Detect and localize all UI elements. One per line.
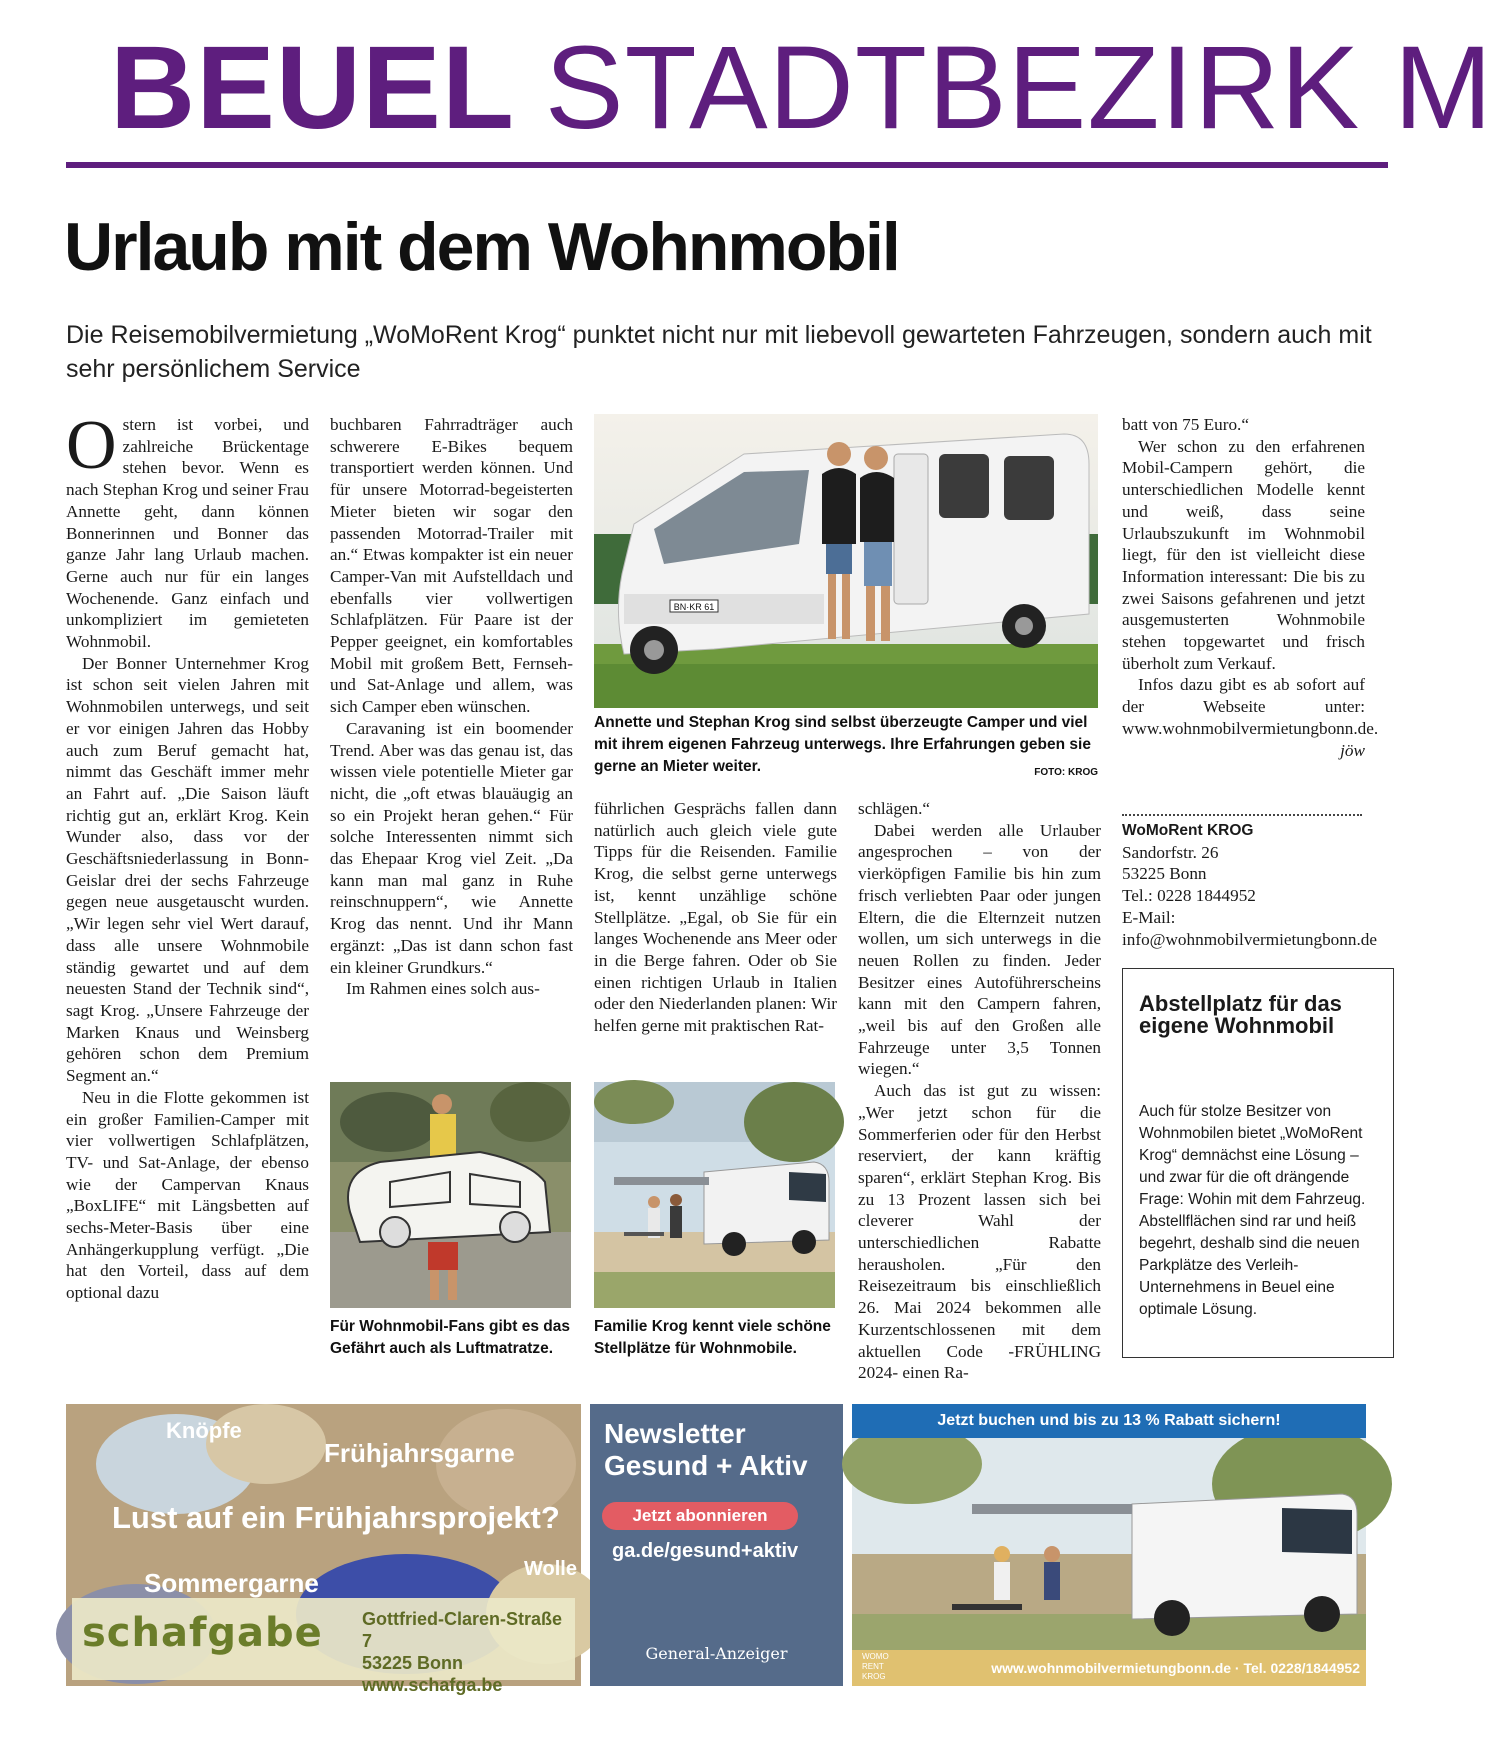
info-box-body: Auch für stolze Besitzer von Wohnmobilen bietet „WoMoRent Krog“ demnächst eine Lösung – und zwar für die oft drängende Frage: Wohin mit dem Fahrzeug. Abstellflächen sind rar und heiß begehrt, deshalb sind die neuen Parkplätze des Verleih-Unternehmens in Beuel eine optimale Lösung. bbox=[1139, 1103, 1366, 1318]
ad-label-fruehjahrsgarne: Frühjahrsgarne bbox=[324, 1438, 515, 1468]
paragraph: Infos dazu gibt es ab sofort auf der Webseite unter: www.wohnmobilvermietungbonn.de. bbox=[1122, 675, 1379, 738]
ad-headline: Lust auf ein Frühjahrsprojekt? bbox=[112, 1500, 560, 1535]
article-column-1 bbox=[66, 407, 309, 1304]
ad-contact-line[interactable]: www.wohnmobilvermietungbonn.de · Tel. 0228/1844952 bbox=[991, 1660, 1360, 1676]
ad-footer-bar bbox=[852, 1650, 1366, 1686]
ad-web[interactable]: www.schafga.be bbox=[362, 1675, 503, 1695]
ad-schafgabe[interactable] bbox=[66, 1404, 581, 1695]
ad-label-knoepfe: Knöpfe bbox=[166, 1418, 242, 1443]
article-column-4 bbox=[858, 798, 1101, 1384]
main-photo-camper-couple bbox=[594, 414, 1098, 708]
ad-footer-panel bbox=[72, 1598, 575, 1695]
article-column-3 bbox=[594, 798, 837, 1037]
stellplatz-image bbox=[594, 1082, 835, 1308]
ad-camper-image bbox=[852, 1404, 1366, 1686]
photo-camper-air-mattress bbox=[330, 1082, 571, 1308]
newsletter-title: Newsletter Gesund + Aktiv bbox=[604, 1418, 808, 1481]
paragraph: schlägen.“ bbox=[858, 799, 931, 818]
photo-credit: FOTO: KROG bbox=[1034, 767, 1098, 778]
paragraph: Wer schon zu den erfahrenen Mobil-Campern gehört, die unterschiedlichen Modelle kennt und weiß, dass seine Urlaubszukunft im Wohnmobil liegt, für den ist vielleicht diese Information interessant: Die bis zu zwei Saisons gefahrenen und jetzt ausgemusterten Wohnmobile stehen topgewartet und frisch überholt zum Verkauf. bbox=[1122, 436, 1365, 673]
subscribe-button[interactable]: Jetzt abonnieren bbox=[602, 1502, 798, 1530]
masthead-rule bbox=[66, 162, 1388, 168]
newsletter-url[interactable]: ga.de/gesund+aktiv bbox=[612, 1540, 799, 1562]
contact-block bbox=[1122, 820, 1377, 950]
paragraph: Im Rahmen eines solch aus- bbox=[346, 979, 540, 999]
info-box-title: Abstellplatz für das eigene Wohnmobil bbox=[1139, 991, 1342, 1038]
ad-address bbox=[362, 1608, 575, 1696]
article-column-5 bbox=[1122, 414, 1379, 761]
ad-street: Gottfried-Claren-Straße 7 bbox=[362, 1609, 563, 1651]
contact-city: 53225 Bonn bbox=[1122, 864, 1207, 884]
info-box bbox=[1122, 968, 1394, 1358]
paragraph: batt von 75 Euro.“ bbox=[1122, 415, 1249, 434]
photo-family-stellplatz bbox=[594, 1082, 835, 1308]
ad-label-sommergarne: Sommergarne bbox=[144, 1568, 319, 1598]
photo-caption-stellplatz: Familie Krog kennt viele schöne Stellplätze für Wohnmobile. bbox=[594, 1318, 831, 1357]
air-mattress-image bbox=[330, 1082, 571, 1308]
schafgabe-logo: schafgabe bbox=[82, 1610, 323, 1656]
ad-city: 53225 Bonn bbox=[362, 1653, 464, 1673]
author-initials: jöw bbox=[1340, 740, 1365, 760]
paragraph: Dabei werden alle Urlauber angesprochen – von der vierköpfigen Familie bis hin zum frisch verliebten Paar oder jungen Eltern, die die Elternzeit nutzen wollen, um sich unterwegs in die neuen Rollen zu finden. Jeder Besitzer eines Autoführerscheins kann mit den Campern fahren, „weil bis auf den Großen alle Fahrzeuge unter 3,5 Tonnen wiegen.“ bbox=[858, 820, 1101, 1079]
ad-label-wolle: Wolle bbox=[524, 1558, 577, 1580]
main-photo-caption: Annette und Stephan Krog sind selbst überzeugte Camper und viel mit ihrem eigenen Fahrzeug unterwegs. Ihre Erfahrungen geben sie gerne an Mieter weiter. FOTO: KROG bbox=[594, 712, 1098, 784]
contact-name: WoMoRent KROG bbox=[1122, 822, 1254, 839]
paragraph: Neu in die Flotte gekommen ist ein großer Familien-Camper mit vier vollwertigen Schlafplätzen, TV- und Sat-Anlage, der ebenso wie der Campervan Knaus „BoxLIFE“ mit Längsbetten auf sechs-Meter-Basis über eine Anhängerkupplung verfügt. „Die hat den Vorteil, dass auf dem optional dazu bbox=[66, 1087, 309, 1303]
womorent-logo: WOMO RENT KROG bbox=[862, 1652, 889, 1681]
contact-email: E-Mail: info@wohnmobilvermietungbonn.de bbox=[1122, 907, 1377, 949]
masthead-beuel: BEUEL bbox=[110, 22, 515, 154]
publisher-logo: General-Anzeiger bbox=[645, 1644, 788, 1663]
paragraph: Auch das ist gut zu wissen: „Wer jetzt schon für die Sommerferien oder für den Herbst reserviert, der kann kräftig sparen“, erklärt Stephan Krog. Bis zu 13 Prozent lassen sich bei cleverer Wahl der unterschiedlichen Rabatte herausholen. „Für den Reisezeitraum bis einschließlich 26. Mai 2024 bekommen alle Kurzentschlossenen mit dem aktuellen Code -FRÜHLING 2024- einen Ra- bbox=[858, 1081, 1101, 1383]
article-headline: Urlaub mit dem Wohnmobil bbox=[64, 209, 899, 285]
ad-banner: Jetzt buchen und bis zu 13 % Rabatt sichern! bbox=[852, 1404, 1366, 1438]
paragraph: Caravaning ist ein boomender Trend. Aber was das genau ist, das wissen viele potentielle Mieter gar nicht, die „oft etwas blauäugig an so ein Projekt heran gehen.“ Für solche Interessenten nimmt sich das Ehepaar Krog viel Zeit. „Da kann man mal ganz in Ruhe reinschnuppern“, wie Annette Krog das nennt. Und ihr Mann ergänzt: „Das ist dann schon fast ein kleiner Grundkurs.“ bbox=[330, 718, 573, 977]
article-column-2 bbox=[330, 414, 573, 1000]
drop-cap: O bbox=[66, 407, 117, 484]
paragraph: buchbaren Fahrradträger auch schwerere E-Bikes bequem transportiert werden können. Und für unsere Motorrad-begeisterten Mieter bieten wir sogar den passenden Motorrad-Trailer mit an.“ Etwas kompakter ist ein neuer Camper-Van mit Aufstelldach und ebenfalls vier vollwertigen Schlafplätzen. Für Paare ist der Pepper geeignet, ein komfortables Mobil mit großem Bett, Fernseh- und Sat-Anlage und allem, was sich Camper eben wünschen. bbox=[330, 415, 573, 717]
license-plate: BN·KR 61 bbox=[673, 602, 715, 612]
paragraph: führlichen Gesprächs fallen dann natürlich auch gleich viele gute Tipps für die Reisenden. Familie Krog, die selbst gerne unterwegs ist, kennt unzählige schöne Stellplätze. „Egal, ob Sie für ein langes Wochenende ans Meer oder in die Berge fahren. Oder ob Sie einen richtigen Urlaub in Italien oder den Niederlanden planen: Wir helfen gerne mit praktischen Rat- bbox=[594, 799, 837, 1036]
photo-caption-air-mattress: Für Wohnmobil-Fans gibt es das Gefährt auch als Luftmatratze. bbox=[330, 1318, 570, 1357]
contact-street: Sandorfstr. 26 bbox=[1122, 842, 1219, 862]
masthead-stadtbezirk: STADTBEZIRK M bbox=[544, 22, 1493, 154]
ad-newsletter[interactable] bbox=[590, 1404, 843, 1686]
section-masthead bbox=[110, 18, 1493, 158]
paragraph: stern ist vorbei, und zahlreiche Brückentage stehen bevor. Wenn es nach Stephan Krog und seiner Frau Annette geht, dann können Bonnerinnen und Bonner das ganze Jahr lang Urlaub machen. Gerne auch nur für ein langes Wochenende. Ganz einfach und unkompliziert im gemieteten Wohnmobil. bbox=[66, 415, 309, 652]
contact-phone: Tel.: 0228 1844952 bbox=[1122, 886, 1256, 906]
article-standfirst: Die Reisemobilvermietung „WoMoRent Krog“ punktet nicht nur mit liebevoll gewarteten Fahrzeugen, sondern auch mit sehr persönlichem Service bbox=[66, 321, 1372, 383]
dotted-divider bbox=[1122, 814, 1362, 816]
paragraph: Der Bonner Unternehmer Krog ist schon seit vielen Jahren mit Wohnmobilen unterwegs, und seit er vor einigen Jahren das Hobby auch zum Beruf gemacht hat, nimmt das Geschäft immer mehr an Fahrt auf. „Die Saison läuft richtig gut an, erklärt Krog. Kein Wunder also, dass vor der Geschäftsniederlassung in Bonn-Geislar drei der sechs Fahrzeuge gegen neue ausgetauscht wurden. „Wir legen sehr viel Wert darauf, dass alle unsere Wohnmobile ständig gewartet und auf dem neuesten Stand der Technik sind“, sagt Krog. „Unsere Fahrzeuge der Marken Knaus und Weinsberg gehören schon dem Premium Segment an.“ bbox=[66, 653, 309, 1086]
ad-womorent[interactable] bbox=[852, 1404, 1366, 1686]
camper-image bbox=[594, 414, 1098, 708]
